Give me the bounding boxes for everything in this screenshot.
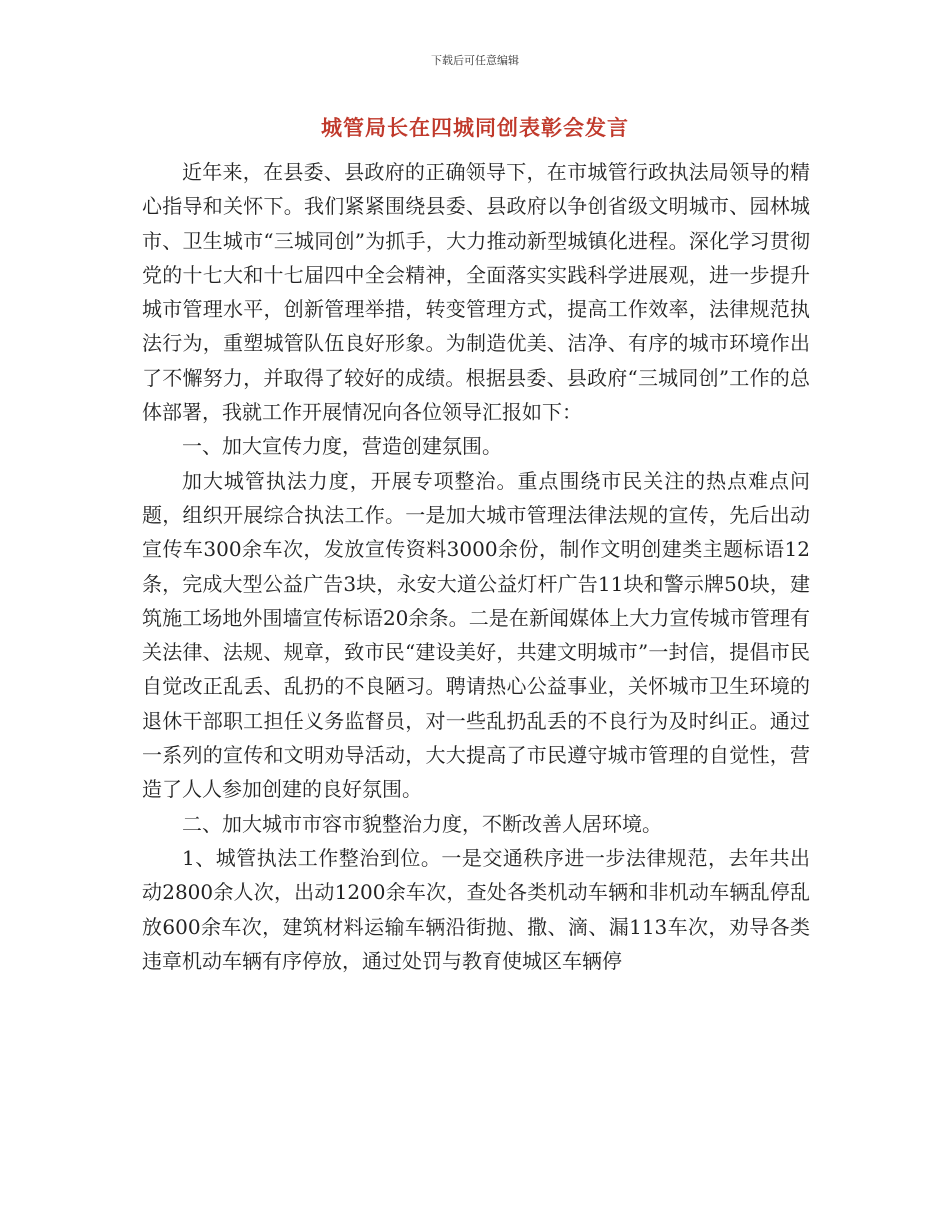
section-heading-1: 一、加大宣传力度，营造创建氛围。 — [182, 434, 502, 459]
paragraph-enforcement: 1、城管执法工作整治到位。一是交通秩序进一步法律规范，去年共出动2800余人次，出动1200余车次，查处各类机动车辆和非机动车辆乱停乱放600余车次，建筑材料运输车辆沿街抛、撒、滴、漏113车次，劝导各类违章机动车辆有序停放，通过处罚与教育使城区车辆停 — [142, 845, 810, 973]
document-title: 城管局长在四城同创表彰会发言 — [321, 116, 629, 140]
page-header-note: 下载后可任意编辑 — [431, 54, 519, 67]
document-body — [142, 155, 810, 978]
paragraph-publicity: 加大城管执法力度，开展专项整治。重点围绕市民关注的热点难点问题，组织开展综合执法工作。一是加大城市管理法律法规的宣传，先后出动宣传车300余车次，发放宣传资料3000余份，制作文明创建类主题标语12条，完成大型公益广告3块，永安大道公益灯杆广告11块和警示牌50块，建筑施工场地外围墙宣传标语20余条。二是在新闻媒体上大力宣传城市管理有关法律、法规、规章，致市民“建设美好，共建文明城市”一封信，提倡市民自觉改正乱丢、乱扔的不良陋习。聘请热心公益事业，关怀城市卫生环境的退休干部职工担任义务监督员，对一些乱扔乱丢的不良行为及时纠正。通过一系列的宣传和文明劝导活动，大大提高了市民遵守城市管理的自觉性，营造了人人参加创建的良好氛围。 — [142, 468, 810, 802]
section-heading-2: 二、加大城市市容市貌整治力度，不断改善人居环境。 — [182, 811, 662, 836]
paragraph-intro: 近年来，在县委、县政府的正确领导下，在市城管行政执法局领导的精心指导和关怀下。我们紧紧围绕县委、县政府以争创省级文明城市、园林城市、卫生城市“三城同创”为抓手，大力推动新型城镇化进程。深化学习贯彻党的十七大和十七届四中全会精神，全面落实实践科学进展观，进一步提升城市管理水平，创新管理举措，转变管理方式，提高工作效率，法律规范执法行为，重塑城管队伍良好形象。为制造优美、洁净、有序的城市环境作出了不懈努力，并取得了较好的成绩。根据县委、县政府“三城同创”工作的总体部署，我就工作开展情况向各位领导汇报如下： — [142, 160, 810, 425]
